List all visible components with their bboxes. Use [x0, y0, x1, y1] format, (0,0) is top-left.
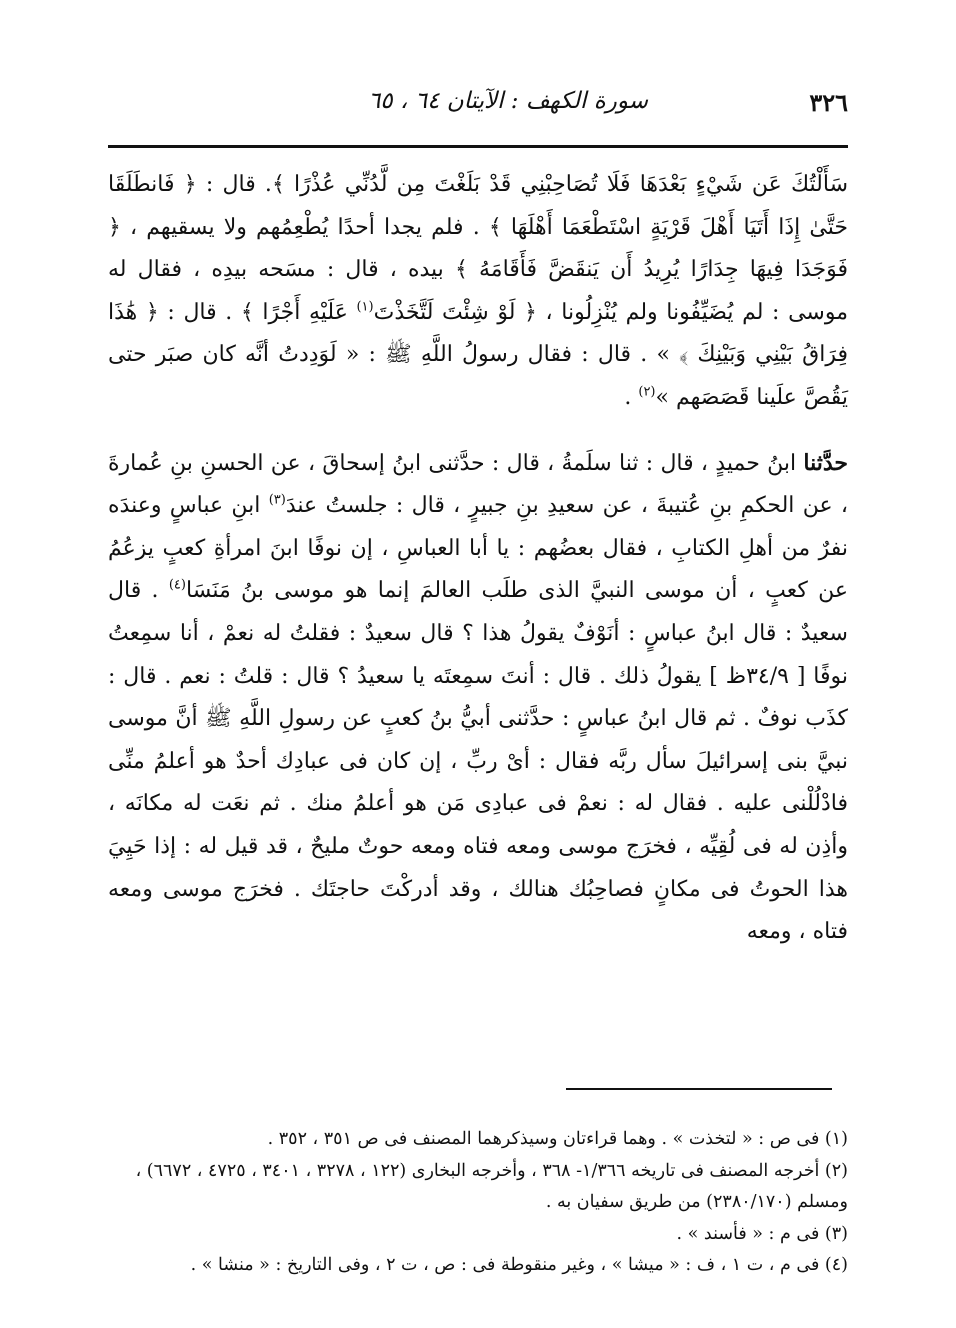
quran-verse-3: فَوَجَدَا فِيهَا جِدَارًا يُرِيدُ أَن يَنقَضَّ فَأَقَامَهُ [478, 257, 848, 283]
quran-verse-4a: لَوْ شِئْتَ لَتَّخَذْتَ [373, 299, 516, 325]
quran-verse-4b: عَلَيْهِ أَجْرًا [262, 299, 357, 325]
footnote-4: (٤) فى م ، ت ١ ، ف : « ميشا » ، وغير منقوطة فى : ص ، ت ٢ ، وفى التاريخ : « منشا » . [190, 1255, 848, 1275]
header-rule [108, 145, 848, 148]
paragraph-quranic-dialogue [108, 164, 848, 420]
footnote-marker-1[interactable]: (١) [356, 299, 374, 315]
text-segment: . فلم يجدا أحدًا يُطْعِمُهم ولا يسقيهم ، [120, 214, 489, 240]
text-segment: ابنُ حميدٍ ، قال : ثنا سلَمةُ ، قال : حدَّثنى ابنُ إسحاقَ ، عن الحسنِ بنِ عُمارةَ ، عن الحكمِ بنِ عُتيبةَ ، عن سعيدِ بنِ جبيرٍ ، قال : جلستُ عندَ [108, 450, 848, 519]
footnote-marker-2[interactable]: (٢) [638, 384, 656, 400]
text-segment: » . قال : فقال رسولُ اللَّهِ ﷺ : « لَوَدِدتُ أنَّه كان صبَر حتى يَقُصَّ علَينا قَصَصَهم » [108, 342, 848, 410]
text-segment: . [624, 384, 639, 410]
quran-verse-2: فَانطَلَقَا حَتَّىٰ إِذَا أَتَيَا أَهْلَ قَرْيَةٍ اسْتَطْعَمَا أَهْلَهَا [108, 172, 848, 240]
quran-close-bracket: ﴾ [488, 214, 502, 240]
footnote-2: (٢) أخرجه المصنف فى تاريخه ١/٣٦٦- ٣٦٨ ، وأخرجه البخارى (١٢٢ ، ٣٢٧٨ ، ٣٤٠١ ، ٤٧٢٥ ، ٦٦٧٢) ، ومسلم (٢٣٨٠/١٧٠) من طريق سفيان به . [135, 1160, 848, 1212]
isnad-lead-word: حدَّثنا [803, 449, 848, 476]
quran-close-bracket: ﴾ [454, 257, 468, 283]
paragraph-gap [108, 420, 848, 442]
quran-verse-1: سَأَلْتُكَ عَن شَيْءٍ بَعْدَهَا فَلَا تُصَاحِبْنِي قَدْ بَلَغْتَ مِن لَّدُنِّي عُذْرًا [284, 172, 849, 197]
page-number: ٣٢٦ [809, 88, 848, 117]
text-segment: . قال سعيدٌ : قال ابنُ عباسٍ : أنَوْفٌ يقولُ هذا ؟ قال سعيدٌ : فقلتُ له نعمْ ، أنا سمِعتُ نوفًا [ ٣٤/٩ظ ] يقولُ ذلك . قال : أنتَ سمِعتَه يا سعيدُ ؟ قال : قلتُ : نعم . قال : كذَب نوفٌ . ثم قال ابنُ عباسٍ : حدَّثنى أبيُّ بنُ كعبٍ عن رسولِ اللَّهِ ﷺ أنَّ موسى نبيَّ بنى إسرائيلَ سأل ربَّه فقال : أىْ ربِّ ، إن كان فى عبادِك أحدٌ هو أعلمُ منِّى فادْلُلْنى عليه . فقال له : نعمْ فى عبادِى مَن هو أعلمُ منك . ثم نعَت له مكانَه ، وأذِن له فى لُقِيِّه ، فخرَج موسى ومعه فتاه ومعه حوتٌ مليحٌ ، قد قيل له : إذا حَيِيَ هذا الحوتُ فى مكانٍ فصاحِبُك هنالك ، وقد أدركْتَ حاجتَك . فخرَج موسى ومعه فتاه ، ومعه [108, 578, 849, 945]
footnote-rule [566, 1088, 832, 1090]
quran-open-bracket: ﴿ [145, 299, 159, 325]
quran-open-bracket: ﴿ [183, 172, 197, 197]
running-title: سورة الكهف : الآيتان ٦٤ ، ٦٥ [367, 88, 648, 114]
quran-open-bracket: ﴿ [108, 214, 121, 240]
footnote-marker-3[interactable]: (٣) [268, 492, 286, 508]
quran-close-bracket: ﴾ [240, 299, 254, 325]
quran-close-bracket: ﴾ [271, 172, 285, 197]
page-header [108, 78, 848, 132]
quran-verse-5: هَٰذَا فِرَاقُ بَيْنِي وَبَيْنِكَ [108, 299, 848, 368]
footnote-3: (٣) فى م : « فأسند » . [676, 1223, 848, 1244]
quran-close-bracket: ﴾ [679, 342, 689, 368]
quran-open-bracket: ﴿ [524, 299, 537, 325]
text-segment: . قال : [196, 172, 272, 197]
text-segment: بيده ، قال : مسَحه بيدِه ، فقال له موسى : لم يُضَيِّفُونا ولم يُنْزِلُونا ، [108, 257, 848, 325]
footnote-1: (١) فى ص : « لتخذت » . وهما قراءتان وسيذكرهما المصنف فى ص ٣٥١ ، ٣٥٢ . [267, 1129, 848, 1149]
footnote-marker-4[interactable]: (٤) [168, 578, 186, 594]
paragraph-hadith [108, 442, 848, 954]
footnotes [108, 1124, 848, 1282]
text-segment: . قال : [158, 299, 241, 325]
text-segment: ابنِ عباسٍ وعندَه نفرٌ من أهلِ الكتابِ ، فقال بعضُهم : يا أبا العباسِ ، إن نوفًا ابنَ امرأةِ كعبٍ يزعُمُ عن كعبٍ ، أن موسى النبيَّ الذى طلَب العالمَ إنما هو موسى بنُ مَنَسَا [108, 493, 848, 604]
main-text [108, 164, 848, 954]
